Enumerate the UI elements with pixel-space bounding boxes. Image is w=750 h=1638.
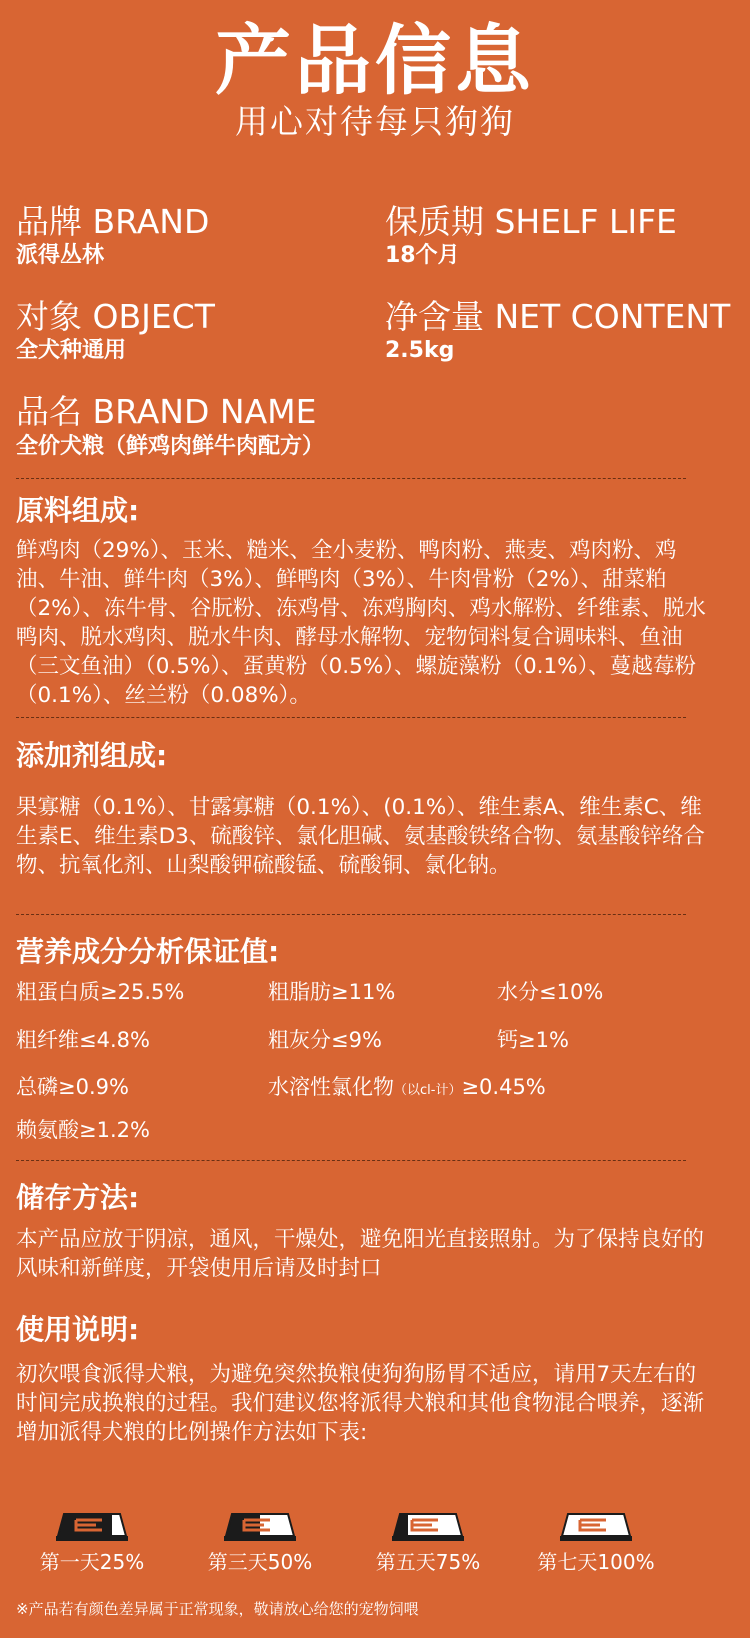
feeding-step-day7 [526, 1508, 666, 1576]
object-value: 全犬种通用 [16, 338, 127, 363]
feeding-step-day3 [190, 1508, 330, 1576]
divider [16, 478, 686, 479]
feeding-label: 第五天75% [375, 1550, 481, 1574]
ingredients-text: 鲜鸡肉（29%）、玉米、糙米、全小麦粉、鸭肉粉、燕麦、鸡肉粉、鸡油、牛油、鲜牛肉（3%）、鲜鸭肉（3%）、牛肉骨粉（2%）、甜菜粕（2%）、冻牛骨、谷朊粉、冻鸡骨、冻鸡胸肉、鸡水解粉、纤维素、脱水鸭肉、脱水鸡肉、脱水牛肉、酵母水解物、宠物饲料复合调味料、鱼油（三文鱼油）（0.5%）、蛋黄粉（0.5%）、螺旋藻粉（0.1%）、蔓越莓粉（0.1%）、丝兰粉（0.08%）。 [16, 538, 706, 708]
nutrition-ash: 粗灰分≤9% [268, 1028, 382, 1052]
bowl-base [392, 1536, 464, 1541]
page-title: 产品信息 [215, 16, 535, 105]
additives-text: 果寡糖（0.1%）、甘露寡糖（0.1%）、(0.1%）、维生素A、维生素C、维生素E、维生素D3、硫酸锌、氯化胆碱、氨基酸铁络合物、氨基酸锌络合物、抗氧化剂、山梨酸钾硫酸锰、硫酸铜、氯化钠。 [16, 795, 705, 878]
chloride-label: 水溶性氯化物 [268, 1075, 394, 1099]
nutrition-moisture: 水分≤10% [497, 980, 604, 1004]
nutrition-phosphorus: 总磷≥0.9% [16, 1075, 129, 1099]
chloride-value: ≥0.45% [461, 1075, 546, 1099]
product-name-label: 品名 BRAND NAME [16, 392, 317, 431]
page-subtitle: 用心对待每只狗狗 [235, 102, 515, 141]
shelf-life-value: 18个月 [385, 243, 460, 268]
footnote: ※产品若有颜色差异属于正常现象，敬请放心给您的宠物饲喂 [16, 1600, 419, 1618]
additives-title: 添加剂组成: [16, 739, 168, 772]
bowl-base [560, 1536, 632, 1541]
object-label: 对象 OBJECT [16, 297, 215, 336]
bowl-base [224, 1536, 296, 1541]
feeding-step-day5 [358, 1508, 498, 1576]
bowl-base [56, 1536, 128, 1541]
bowl-icon [52, 1508, 132, 1544]
nutrition-calcium: 钙≥1% [497, 1028, 569, 1052]
product-name-value: 全价犬粮（鲜鸡肉鲜牛肉配方） [16, 434, 325, 459]
feeding-label: 第三天50% [207, 1550, 313, 1574]
nutrition-title: 营养成分分析保证值: [16, 935, 280, 968]
shelf-life-label: 保质期 SHELF LIFE [385, 202, 677, 241]
nutrition-lysine: 赖氨酸≥1.2% [16, 1118, 150, 1142]
net-content-label: 净含量 NET CONTENT [385, 297, 731, 336]
nutrition-chloride [268, 1072, 546, 1106]
ingredients-title: 原料组成: [16, 494, 140, 527]
feeding-label: 第一天25% [39, 1550, 145, 1574]
brand-label: 品牌 BRAND [16, 202, 210, 241]
usage-title: 使用说明: [16, 1313, 140, 1346]
nutrition-fiber: 粗纤维≤4.8% [16, 1028, 150, 1052]
divider [16, 717, 686, 718]
usage-text: 初次喂食派得犬粮，为避免突然换粮使狗狗肠胃不适应，请用7天左右的时间完成换粮的过程。我们建议您将派得犬粮和其他食物混合喂养，逐渐增加派得犬粮的比例操作方法如下表: [16, 1362, 705, 1445]
storage-text: 本产品应放于阴凉，通风，干燥处，避免阳光直接照射。为了保持良好的风味和新鲜度，开袋使用后请及时封口 [16, 1227, 705, 1281]
feeding-step-day1 [22, 1508, 162, 1576]
brand-value: 派得丛林 [16, 243, 105, 268]
bowl-icon [556, 1508, 636, 1544]
divider [16, 1160, 686, 1161]
storage-title: 储存方法: [16, 1181, 140, 1214]
bowl-icon [220, 1508, 300, 1544]
chloride-note: （以cl-计） [394, 1083, 462, 1098]
net-content-value: 2.5kg [385, 338, 455, 363]
feeding-label: 第七天100% [537, 1550, 655, 1574]
divider [16, 914, 686, 915]
nutrition-protein: 粗蛋白质≥25.5% [16, 980, 185, 1004]
bowl-icon [388, 1508, 468, 1544]
nutrition-fat: 粗脂肪≥11% [268, 980, 396, 1004]
